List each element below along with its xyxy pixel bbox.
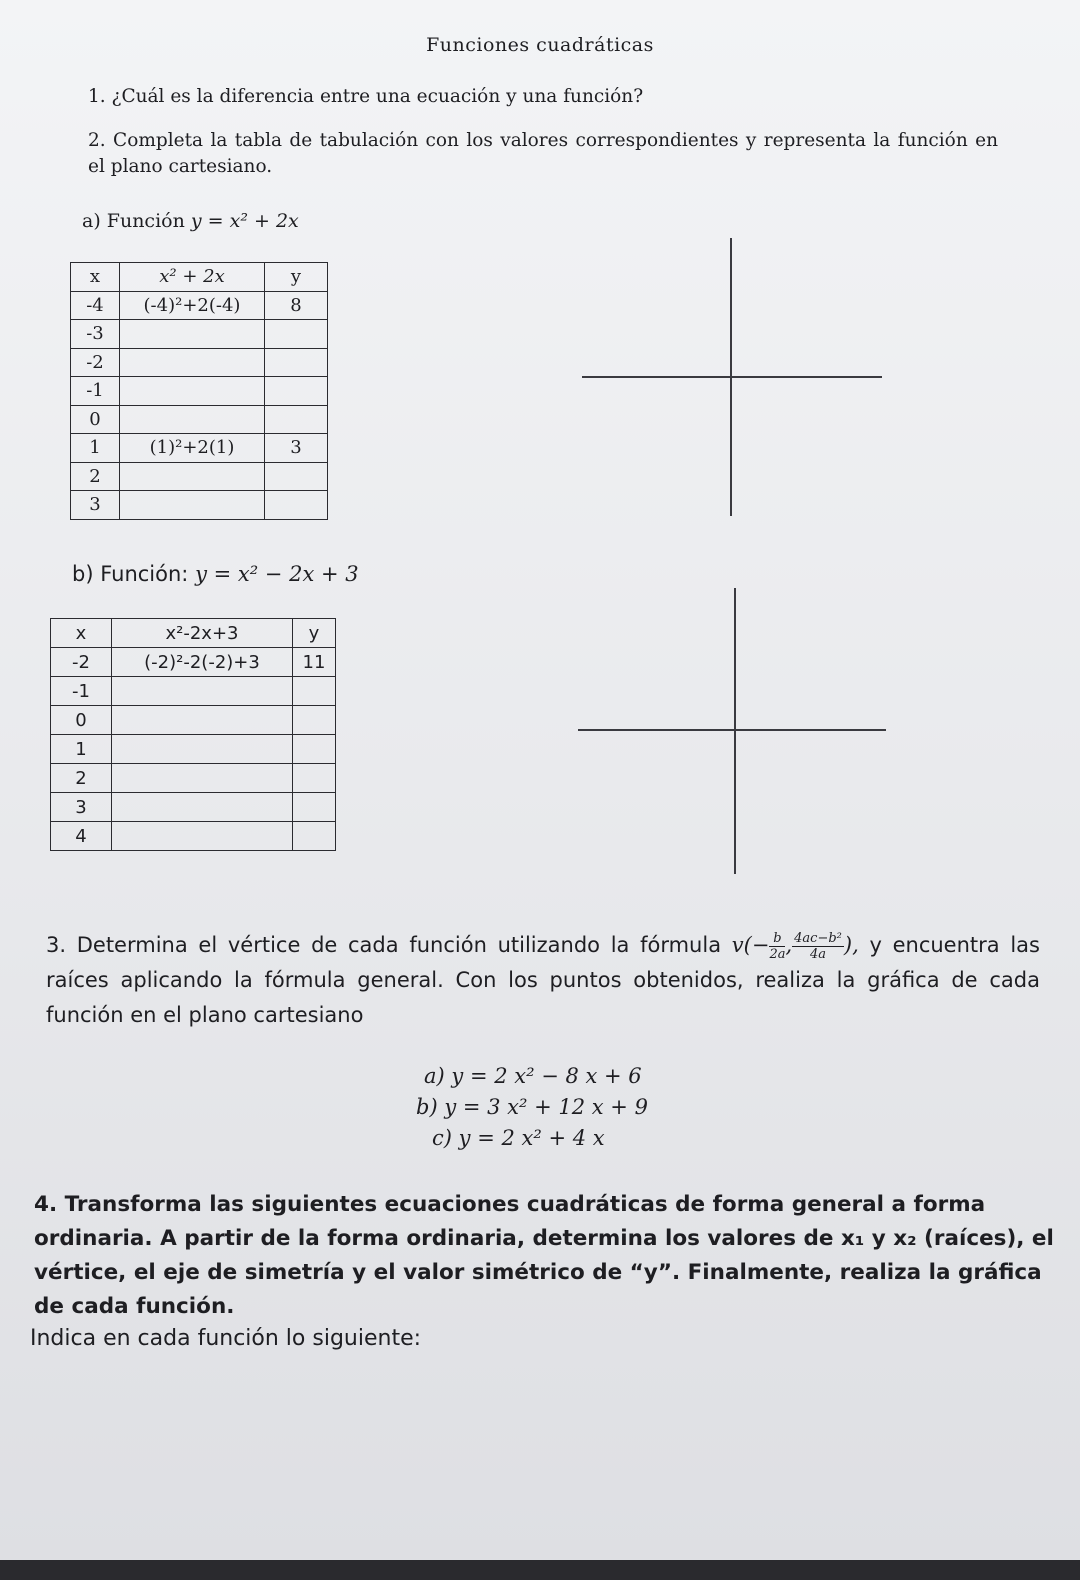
part-a-label: a) Función [82, 210, 185, 232]
table-cell [120, 462, 265, 491]
table-cell [112, 822, 293, 851]
table-cell: 3 [265, 434, 328, 463]
table-cell: -3 [71, 320, 120, 349]
equation-a [424, 1064, 642, 1088]
formula-prefix: v(− [731, 933, 770, 957]
table-cell: 11 [293, 648, 336, 677]
table-b-header-x: x [51, 619, 112, 648]
table-a-header-x: x [71, 263, 120, 292]
table-a-header [71, 263, 328, 292]
table-cell: (-2)²-2(-2)+3 [112, 648, 293, 677]
table-row [51, 648, 336, 677]
table-row [51, 677, 336, 706]
table-row [51, 735, 336, 764]
table-cell [120, 348, 265, 377]
equation-label: b) [416, 1095, 438, 1119]
table-cell [112, 764, 293, 793]
table-cell [293, 706, 336, 735]
table-row [71, 434, 328, 463]
table-cell [293, 822, 336, 851]
table-cell: (1)²+2(1) [120, 434, 265, 463]
table-cell [120, 491, 265, 520]
table-cell: -2 [71, 348, 120, 377]
table-cell [112, 793, 293, 822]
vertex-formula: v(− $\frac{b}{2a}$ , $\frac{\text{4ac−b²}}{4a}$ ), [731, 931, 859, 962]
table-cell: 3 [71, 491, 120, 520]
part-b-heading [72, 562, 359, 586]
table-b [50, 618, 336, 851]
table-cell [265, 405, 328, 434]
part-b-function: y = x² − 2x + 3 [195, 562, 359, 586]
table-row [71, 377, 328, 406]
table-row [71, 348, 328, 377]
table-cell [293, 793, 336, 822]
axis-b-vertical [734, 588, 736, 874]
table-cell: 1 [71, 434, 120, 463]
table-cell [120, 320, 265, 349]
table-row [71, 405, 328, 434]
table-cell: 3 [51, 793, 112, 822]
worksheet-title: Funciones cuadráticas [426, 34, 654, 56]
question-4: 4. Transforma las siguientes ecuaciones cuadráticas de forma general a forma ordinaria. A partir de la forma ordinaria, determina los valores de x₁ y x₂ (raíces), el vértice, el eje de simetría y el valor simétrico de “y”. Finalmente, realiza la gráfica de cada función. [34, 1192, 1054, 1319]
table-row [71, 320, 328, 349]
equation-b [416, 1095, 648, 1119]
table-cell: 2 [71, 462, 120, 491]
table-cell: 2 [51, 764, 112, 793]
table-a [70, 262, 328, 520]
table-row [71, 291, 328, 320]
table-cell: -1 [71, 377, 120, 406]
table-row [71, 491, 328, 520]
table-cell [293, 764, 336, 793]
table-row [51, 793, 336, 822]
table-cell [265, 320, 328, 349]
table-cell [120, 405, 265, 434]
table-cell: (-4)²+2(-4) [120, 291, 265, 320]
table-cell: 4 [51, 822, 112, 851]
formula-suffix: ), [843, 933, 859, 957]
table-row [51, 764, 336, 793]
table-b-header-y: y [293, 619, 336, 648]
table-cell: 1 [51, 735, 112, 764]
fraction-numerator: 4ac−b² [794, 931, 842, 946]
equation-c [432, 1126, 605, 1150]
q3-text-before: 3. Determina el vértice de cada función utilizando la fórmula [46, 933, 722, 957]
table-cell [265, 348, 328, 377]
equation-text: y = 2 x² + 4 x [458, 1126, 605, 1150]
equation-text: y = 3 x² + 12 x + 9 [444, 1095, 648, 1119]
table-cell: -1 [51, 677, 112, 706]
table-cell [265, 491, 328, 520]
question-3 [46, 928, 1040, 1033]
fraction-numerator: b [769, 931, 785, 947]
table-cell: 0 [71, 405, 120, 434]
fraction-denominator: 4a [810, 947, 827, 962]
table-cell: -2 [51, 648, 112, 677]
table-a-header-y: y [265, 263, 328, 292]
table-b-header-expr: x²-2x+3 [112, 619, 293, 648]
instruction-indica: Indica en cada función lo siguiente: [30, 1326, 422, 1351]
photo-bottom-edge [0, 1560, 1080, 1580]
table-cell [293, 677, 336, 706]
fraction-denominator: 2a [769, 947, 786, 962]
equation-label: a) [424, 1064, 445, 1088]
q3-text-after: y encuentra las raíces aplicando la fórmula general. Con los puntos obtenidos, realiza la gráfica de cada función en el plano cartesiano [46, 933, 1040, 1027]
table-b-header [51, 619, 336, 648]
table-a-header-expr: x² + 2x [120, 263, 265, 292]
table-cell [112, 706, 293, 735]
table-row [71, 462, 328, 491]
table-cell [112, 735, 293, 764]
equation-label: c) [432, 1126, 452, 1150]
table-cell [120, 377, 265, 406]
question-2: 2. Completa la tabla de tabulación con los valores correspondientes y representa la función en el plano cartesiano. [88, 130, 998, 177]
fraction-4ac-b2-4a [792, 931, 844, 962]
table-cell: 8 [265, 291, 328, 320]
fraction-b-2a [769, 931, 785, 962]
table-cell: -4 [71, 291, 120, 320]
table-row [51, 706, 336, 735]
table-cell: 0 [51, 706, 112, 735]
equation-text: y = 2 x² − 8 x + 6 [451, 1064, 642, 1088]
axis-a-horizontal [582, 376, 882, 378]
part-a-heading [82, 210, 299, 232]
part-a-function: y = x² + 2x [190, 210, 299, 232]
question-1: 1. ¿Cuál es la diferencia entre una ecuación y una función? [88, 86, 644, 107]
axis-b-horizontal [578, 729, 886, 731]
table-cell [265, 462, 328, 491]
table-cell [265, 377, 328, 406]
part-b-label: b) Función: [72, 562, 189, 586]
table-cell [112, 677, 293, 706]
table-row [51, 822, 336, 851]
table-cell [293, 735, 336, 764]
